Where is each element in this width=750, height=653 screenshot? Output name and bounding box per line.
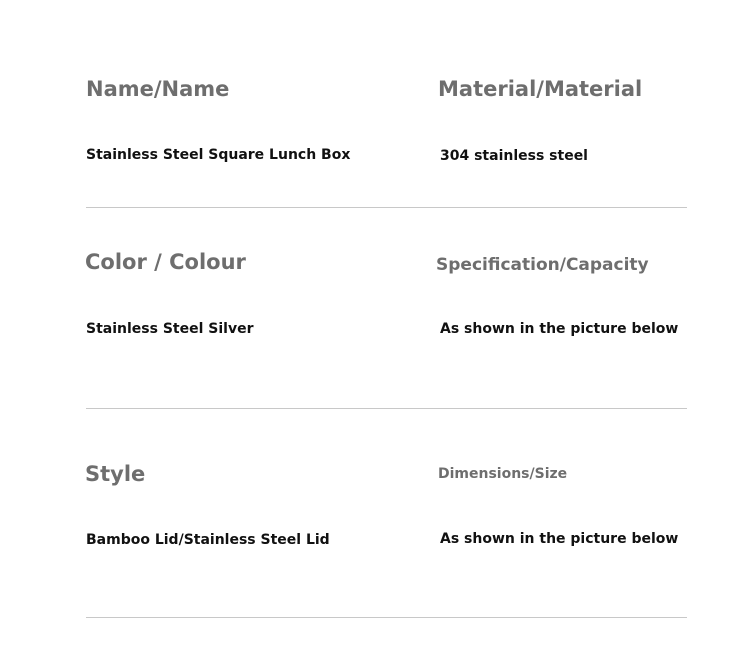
name-label: Name/Name — [86, 77, 230, 101]
divider — [86, 207, 687, 208]
divider — [86, 617, 687, 618]
material-label: Material/Material — [438, 77, 643, 101]
dimensions-value: As shown in the picture below — [440, 531, 679, 547]
color-value: Stainless Steel Silver — [86, 321, 254, 337]
specification-label: Specification/Capacity — [436, 255, 649, 275]
specification-value: As shown in the picture below — [440, 321, 679, 337]
color-label: Color / Colour — [85, 250, 246, 274]
material-value: 304 stainless steel — [440, 148, 588, 164]
dimensions-label: Dimensions/Size — [438, 466, 568, 482]
name-value: Stainless Steel Square Lunch Box — [86, 147, 351, 163]
style-value: Bamboo Lid/Stainless Steel Lid — [86, 532, 330, 548]
divider — [86, 408, 687, 409]
style-label: Style — [85, 462, 146, 486]
